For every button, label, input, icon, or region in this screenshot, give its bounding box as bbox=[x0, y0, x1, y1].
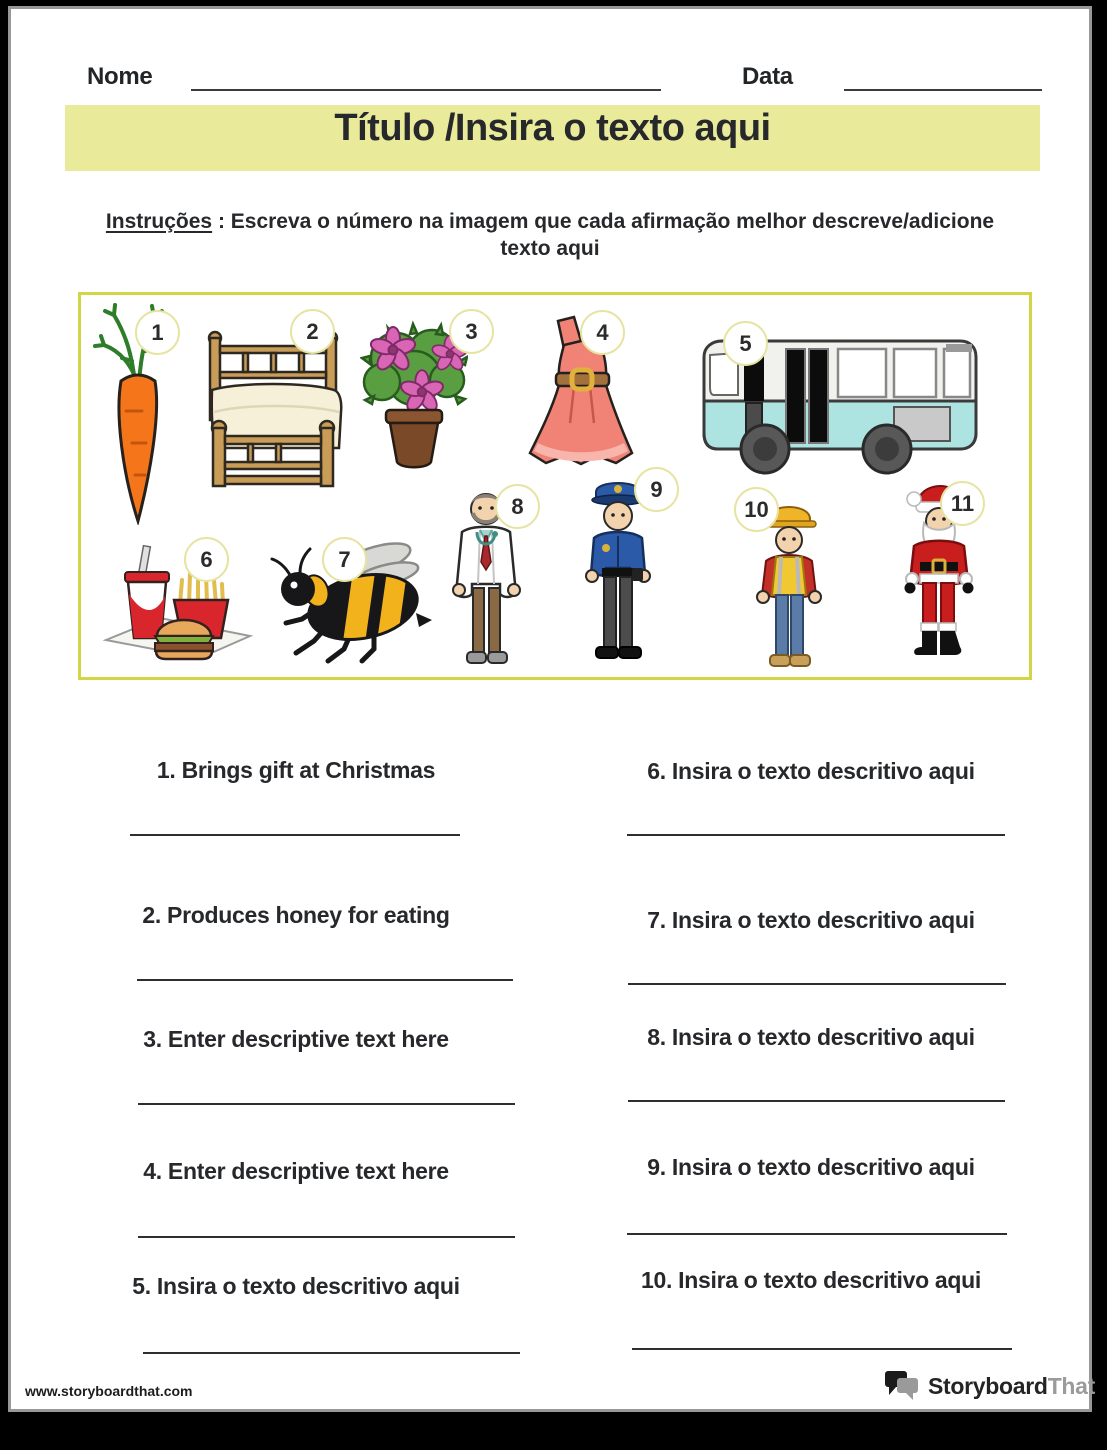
statement-6: 6. Insira o texto descritivo aqui bbox=[647, 758, 975, 784]
statement-9: 9. Insira o texto descritivo aqui bbox=[647, 1154, 975, 1180]
date-input-line[interactable] bbox=[844, 69, 1042, 91]
storyboardthat-logo bbox=[885, 1369, 1095, 1403]
answer-line-5[interactable] bbox=[143, 1352, 520, 1354]
bed-illustration bbox=[198, 328, 348, 497]
statement-2: 2. Produces honey for eating bbox=[142, 902, 450, 928]
answer-line-8[interactable] bbox=[628, 1100, 1005, 1102]
instructions-body: : Escreva o número na imagem que cada afirmação melhor descreve/adicione texto aqui bbox=[212, 210, 995, 260]
date-label: Data bbox=[742, 63, 793, 90]
name-input-line[interactable] bbox=[191, 69, 661, 91]
page-title: Título /Insira o texto aqui bbox=[334, 107, 771, 149]
logo-text-primary: Storyboard bbox=[928, 1372, 1048, 1399]
name-label: Nome bbox=[87, 63, 153, 90]
instructions-label: Instruções bbox=[105, 210, 213, 233]
instructions-text bbox=[100, 208, 1000, 262]
statement-7: 7. Insira o texto descritivo aqui bbox=[647, 907, 975, 933]
fast-food-illustration bbox=[100, 540, 258, 667]
item-6-number-badge: 6 bbox=[184, 537, 229, 582]
speech-bubbles-icon bbox=[885, 1369, 921, 1403]
answer-line-7[interactable] bbox=[628, 983, 1006, 985]
statement-10: 10. Insira o texto descritivo aqui bbox=[640, 1267, 982, 1293]
answer-line-6[interactable] bbox=[627, 834, 1005, 836]
answer-line-9[interactable] bbox=[627, 1233, 1007, 1235]
answer-line-1[interactable] bbox=[130, 834, 460, 836]
statement-5: 5. Insira o texto descritivo aqui bbox=[132, 1273, 460, 1299]
title-band bbox=[65, 105, 1040, 171]
statement-8: 8. Insira o texto descritivo aqui bbox=[647, 1024, 975, 1050]
item-2-number-badge: 2 bbox=[290, 309, 335, 354]
item-9-number-badge: 9 bbox=[634, 467, 679, 512]
statement-4: 4. Enter descriptive text here bbox=[143, 1158, 449, 1184]
logo-text-secondary: That bbox=[1047, 1372, 1096, 1399]
item-4-number-badge: 4 bbox=[580, 310, 625, 355]
item-7-number-badge: 7 bbox=[322, 537, 367, 582]
answer-line-2[interactable] bbox=[137, 979, 513, 981]
answer-line-10[interactable] bbox=[632, 1348, 1012, 1350]
answer-line-3[interactable] bbox=[138, 1103, 515, 1105]
item-8-number-badge: 8 bbox=[495, 484, 540, 529]
footer-url: www.storyboardthat.com bbox=[25, 1383, 193, 1399]
item-11-number-badge: 11 bbox=[940, 481, 985, 526]
statement-3: 3. Enter descriptive text here bbox=[143, 1026, 449, 1052]
picture-panel bbox=[78, 292, 1032, 680]
item-1-number-badge: 1 bbox=[135, 310, 180, 355]
item-10-number-badge: 10 bbox=[734, 487, 779, 532]
statement-1: 1. Brings gift at Christmas bbox=[156, 757, 436, 783]
worksheet-page bbox=[8, 6, 1096, 1412]
item-5-number-badge: 5 bbox=[723, 321, 768, 366]
item-3-number-badge: 3 bbox=[449, 309, 494, 354]
answer-line-4[interactable] bbox=[138, 1236, 515, 1238]
